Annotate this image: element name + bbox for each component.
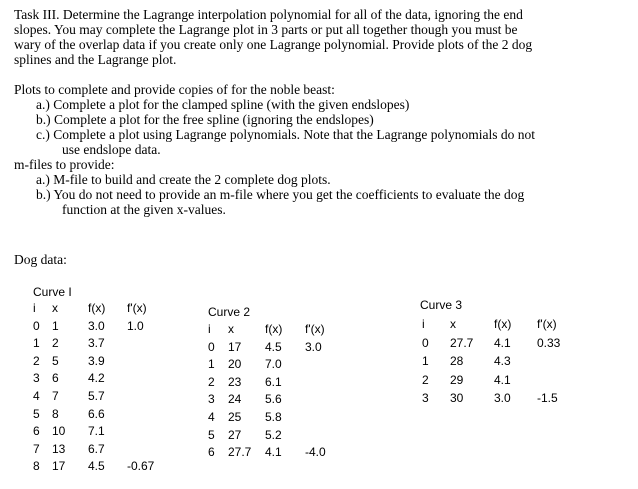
curve1-cell: 4.5 [88, 459, 105, 474]
curve2-header-cell: i [208, 322, 211, 336]
curve3-cell: 3.0 [494, 391, 511, 405]
curve1-header-cell: x [52, 301, 58, 315]
curve1-cell: 6 [52, 371, 59, 386]
curve2-cell: 5.8 [265, 410, 282, 424]
task-line: Task III. Determine the Lagrange interpolation polynomial for all of the data, ignoring the end [14, 7, 523, 22]
curve1-cell: -0.67 [127, 459, 155, 474]
task-line: splines and the Lagrange plot. [14, 52, 177, 67]
mfiles-item-a: a.) M-file to build and create the 2 complete dog plots. [36, 172, 331, 187]
plots-heading: Plots to complete and provide copies of for the noble beast: [14, 82, 335, 97]
curve1-cell: 2 [52, 336, 59, 351]
curve2-title: Curve 2 [208, 305, 251, 319]
plots-item-b: b.) Complete a plot for the free spline (ignoring the endslopes) [36, 112, 374, 127]
curve3-cell: 0 [422, 335, 429, 350]
curve2-cell: 1 [208, 357, 215, 372]
dog-data-label: Dog data: [14, 252, 67, 267]
curve3-cell: 0.33 [537, 335, 561, 350]
curve1-header-cell: i [33, 301, 36, 315]
curve3-header-cell: f'(x) [537, 317, 557, 331]
curve1-cell: 3.9 [88, 353, 105, 368]
curve2-cell: 5.2 [265, 427, 282, 442]
curve2-cell: 3 [208, 392, 215, 407]
curve1-cell: 3.7 [88, 336, 105, 351]
curve3-cell: 3 [422, 391, 429, 405]
curve2-header-cell: f'(x) [305, 322, 325, 336]
curve3-title: Curve 3 [420, 298, 463, 312]
plots-item-c-cont: use endslope data. [62, 142, 161, 157]
curve1-cell: 3.0 [88, 318, 105, 333]
curve2-cell: 6 [208, 445, 215, 460]
curve1-cell: 6 [33, 424, 40, 439]
mfiles-item-b-cont: function at the given x-values. [62, 202, 226, 217]
curve1-cell: 1 [52, 318, 59, 333]
curve3-cell: 4.1 [494, 335, 511, 350]
mfiles-item-b: b.) You do not need to provide an m-file where you get the coefficients to evaluate the dog [36, 187, 525, 202]
curve3-cell: 2 [422, 372, 429, 387]
curve2-cell: 25 [228, 410, 242, 424]
curve1-cell: 6.6 [88, 406, 105, 421]
curve2-cell: 17 [228, 339, 242, 354]
curve3-header-cell: i [422, 317, 425, 331]
curve3-cell: 28 [450, 354, 464, 368]
curve1-cell: 6.7 [88, 441, 105, 456]
curve1-cell: 1 [33, 336, 40, 351]
curve3-cell: 27.7 [450, 335, 474, 350]
curve2-cell: 24 [228, 392, 242, 407]
curve1-cell: 7 [52, 389, 59, 403]
curve3-cell: 1 [422, 354, 429, 368]
task-line: slopes. You may complete the Lagrange plot in 3 parts or put all together though you must be [14, 22, 518, 37]
curve2-cell: 3.0 [305, 339, 322, 354]
curve1-cell: 13 [52, 441, 66, 456]
curve1-cell: 2 [33, 353, 40, 368]
curve2-cell: 20 [228, 357, 242, 372]
curve1-header-cell: f'(x) [127, 301, 147, 315]
curve2-cell: 5 [208, 427, 215, 442]
curve1-cell: 5 [33, 406, 40, 421]
plots-item-a: a.) Complete a plot for the clamped spline (with the given endslopes) [36, 97, 410, 112]
mfiles-heading: m-files to provide: [14, 157, 115, 172]
curve1-cell: 4 [33, 389, 40, 403]
curve2-cell: 6.1 [265, 374, 282, 389]
curve2-cell: 0 [208, 339, 215, 354]
curve2-cell: -4.0 [305, 445, 326, 460]
curve2-cell: 4 [208, 410, 215, 424]
task-line: wary of the overlap data if you create only one Lagrange polynomial. Provide plots of the 2 dog [14, 37, 533, 52]
curve1-cell: 4.2 [88, 371, 105, 386]
curve3-header-cell: x [450, 317, 456, 331]
curve1-cell: 7.1 [88, 424, 105, 439]
curve2-cell: 2 [208, 374, 215, 389]
curve1-cell: 10 [52, 424, 66, 439]
curve2-header-cell: x [228, 322, 234, 336]
curve1-header-cell: f(x) [88, 301, 106, 315]
curve2-cell: 5.6 [265, 392, 282, 407]
curve3-cell: 4.3 [494, 354, 511, 368]
curve1-cell: 1.0 [127, 318, 144, 333]
task-paragraph [14, 7, 624, 67]
curve3-cell: -1.5 [537, 391, 558, 405]
curve1-cell: 7 [33, 441, 40, 456]
curve2-cell: 4.5 [265, 339, 282, 354]
curve2-cell: 4.1 [265, 445, 282, 460]
curve1-cell: 17 [52, 459, 66, 474]
curve3-cell: 4.1 [494, 372, 511, 387]
curve1-cell: 5.7 [88, 389, 105, 403]
curve1-title: Curve I [33, 285, 72, 299]
plots-item-c: c.) Complete a plot using Lagrange polynomials. Note that the Lagrange polynomials do not [36, 127, 536, 142]
curve2-cell: 23 [228, 374, 242, 389]
curve3-cell: 30 [450, 391, 464, 405]
curve1-cell: 8 [52, 406, 59, 421]
curve2-header-cell: f(x) [265, 322, 283, 336]
curve2-cell: 7.0 [265, 357, 282, 372]
curve1-cell: 3 [33, 371, 40, 386]
curve1-cell: 0 [33, 318, 40, 333]
curve1-cell: 8 [33, 459, 40, 474]
curve1-cell: 5 [52, 353, 59, 368]
curve3-header-cell: f(x) [494, 317, 512, 331]
plots-section [14, 82, 624, 217]
curve3-cell: 29 [450, 372, 464, 387]
curve2-cell: 27 [228, 427, 242, 442]
curve2-cell: 27.7 [228, 445, 252, 460]
